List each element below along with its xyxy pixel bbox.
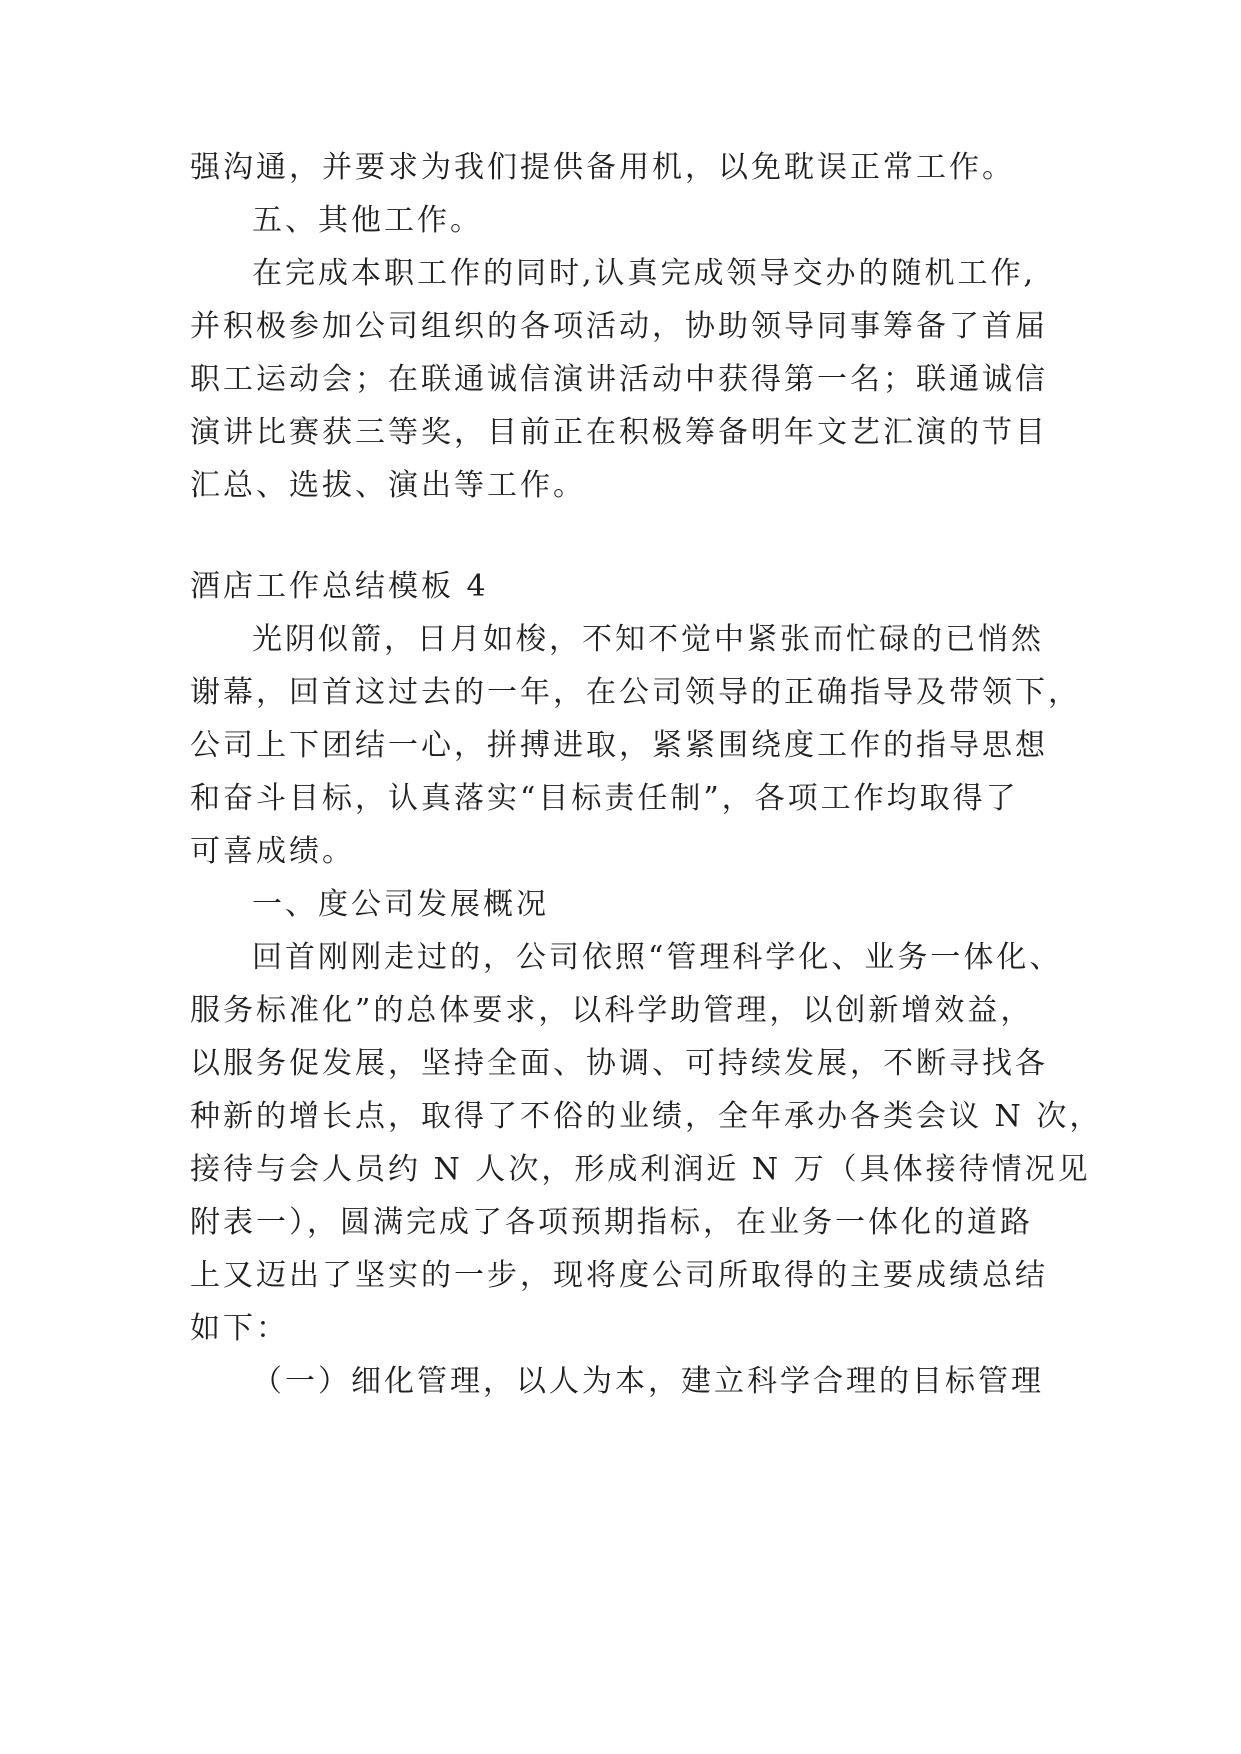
- subsection-heading: （一）细化管理，以人为本，建立科学合理的目标管理: [252, 1364, 1044, 1399]
- section-heading-overview: 一、度公司发展概况: [252, 887, 549, 922]
- paragraph-line: 公司上下团结一心，拼搏进取，紧紧围绕度工作的指导思想: [190, 728, 1048, 763]
- document-title: 酒店工作总结模板 4: [190, 569, 489, 604]
- paragraph-line: 回首刚刚走过的，公司依照“管理科学化、业务一体化、: [252, 940, 1063, 975]
- paragraph-line: 职工运动会；在联通诚信演讲活动中获得第一名；联通诚信: [190, 362, 1048, 397]
- paragraph-line: 在完成本职工作的同时,认真完成领导交办的随机工作,: [252, 256, 1037, 291]
- paragraph-line: 谢幕，回首这过去的一年，在公司领导的正确指导及带领下，: [190, 675, 1081, 710]
- paragraph-line: 接待与会人员约 N 人次，形成利润近 N 万（具体接待情况见: [190, 1152, 1091, 1187]
- paragraph-line: 和奋斗目标，认真落实“目标责任制”，各项工作均取得了: [190, 781, 1019, 816]
- paragraph-line: 强沟通，并要求为我们提供备用机，以免耽误正常工作。: [190, 150, 1015, 185]
- paragraph-line: 以服务促发展，坚持全面、协调、可持续发展，不断寻找各: [190, 1046, 1048, 1081]
- paragraph-line: 演讲比赛获三等奖，目前正在积极筹备明年文艺汇演的节目: [190, 415, 1048, 450]
- paragraph-line: 附表一），圆满完成了各项预期指标，在业务一体化的道路: [190, 1205, 1033, 1240]
- paragraph-line: 服务标准化”的总体要求，以科学助管理，以创新增效益，: [190, 993, 1034, 1028]
- paragraph-line: 光阴似箭，日月如梭，不知不觉中紧张而忙碌的已悄然: [252, 622, 1044, 657]
- paragraph-line: 上又迈出了坚实的一步，现将度公司所取得的主要成绩总结: [190, 1258, 1048, 1293]
- paragraph-line: 并积极参加公司组织的各项活动，协助领导同事筹备了首届: [190, 309, 1048, 344]
- section-heading-other-work: 五、其他工作。: [252, 203, 483, 238]
- paragraph-line: 可喜成绩。: [190, 834, 355, 869]
- paragraph-line: 种新的增长点，取得了不俗的业绩，全年承办各类会议 N 次，: [190, 1099, 1103, 1134]
- paragraph-line: 汇总、选拔、演出等工作。: [190, 468, 586, 503]
- paragraph-line: 如下：: [190, 1311, 289, 1346]
